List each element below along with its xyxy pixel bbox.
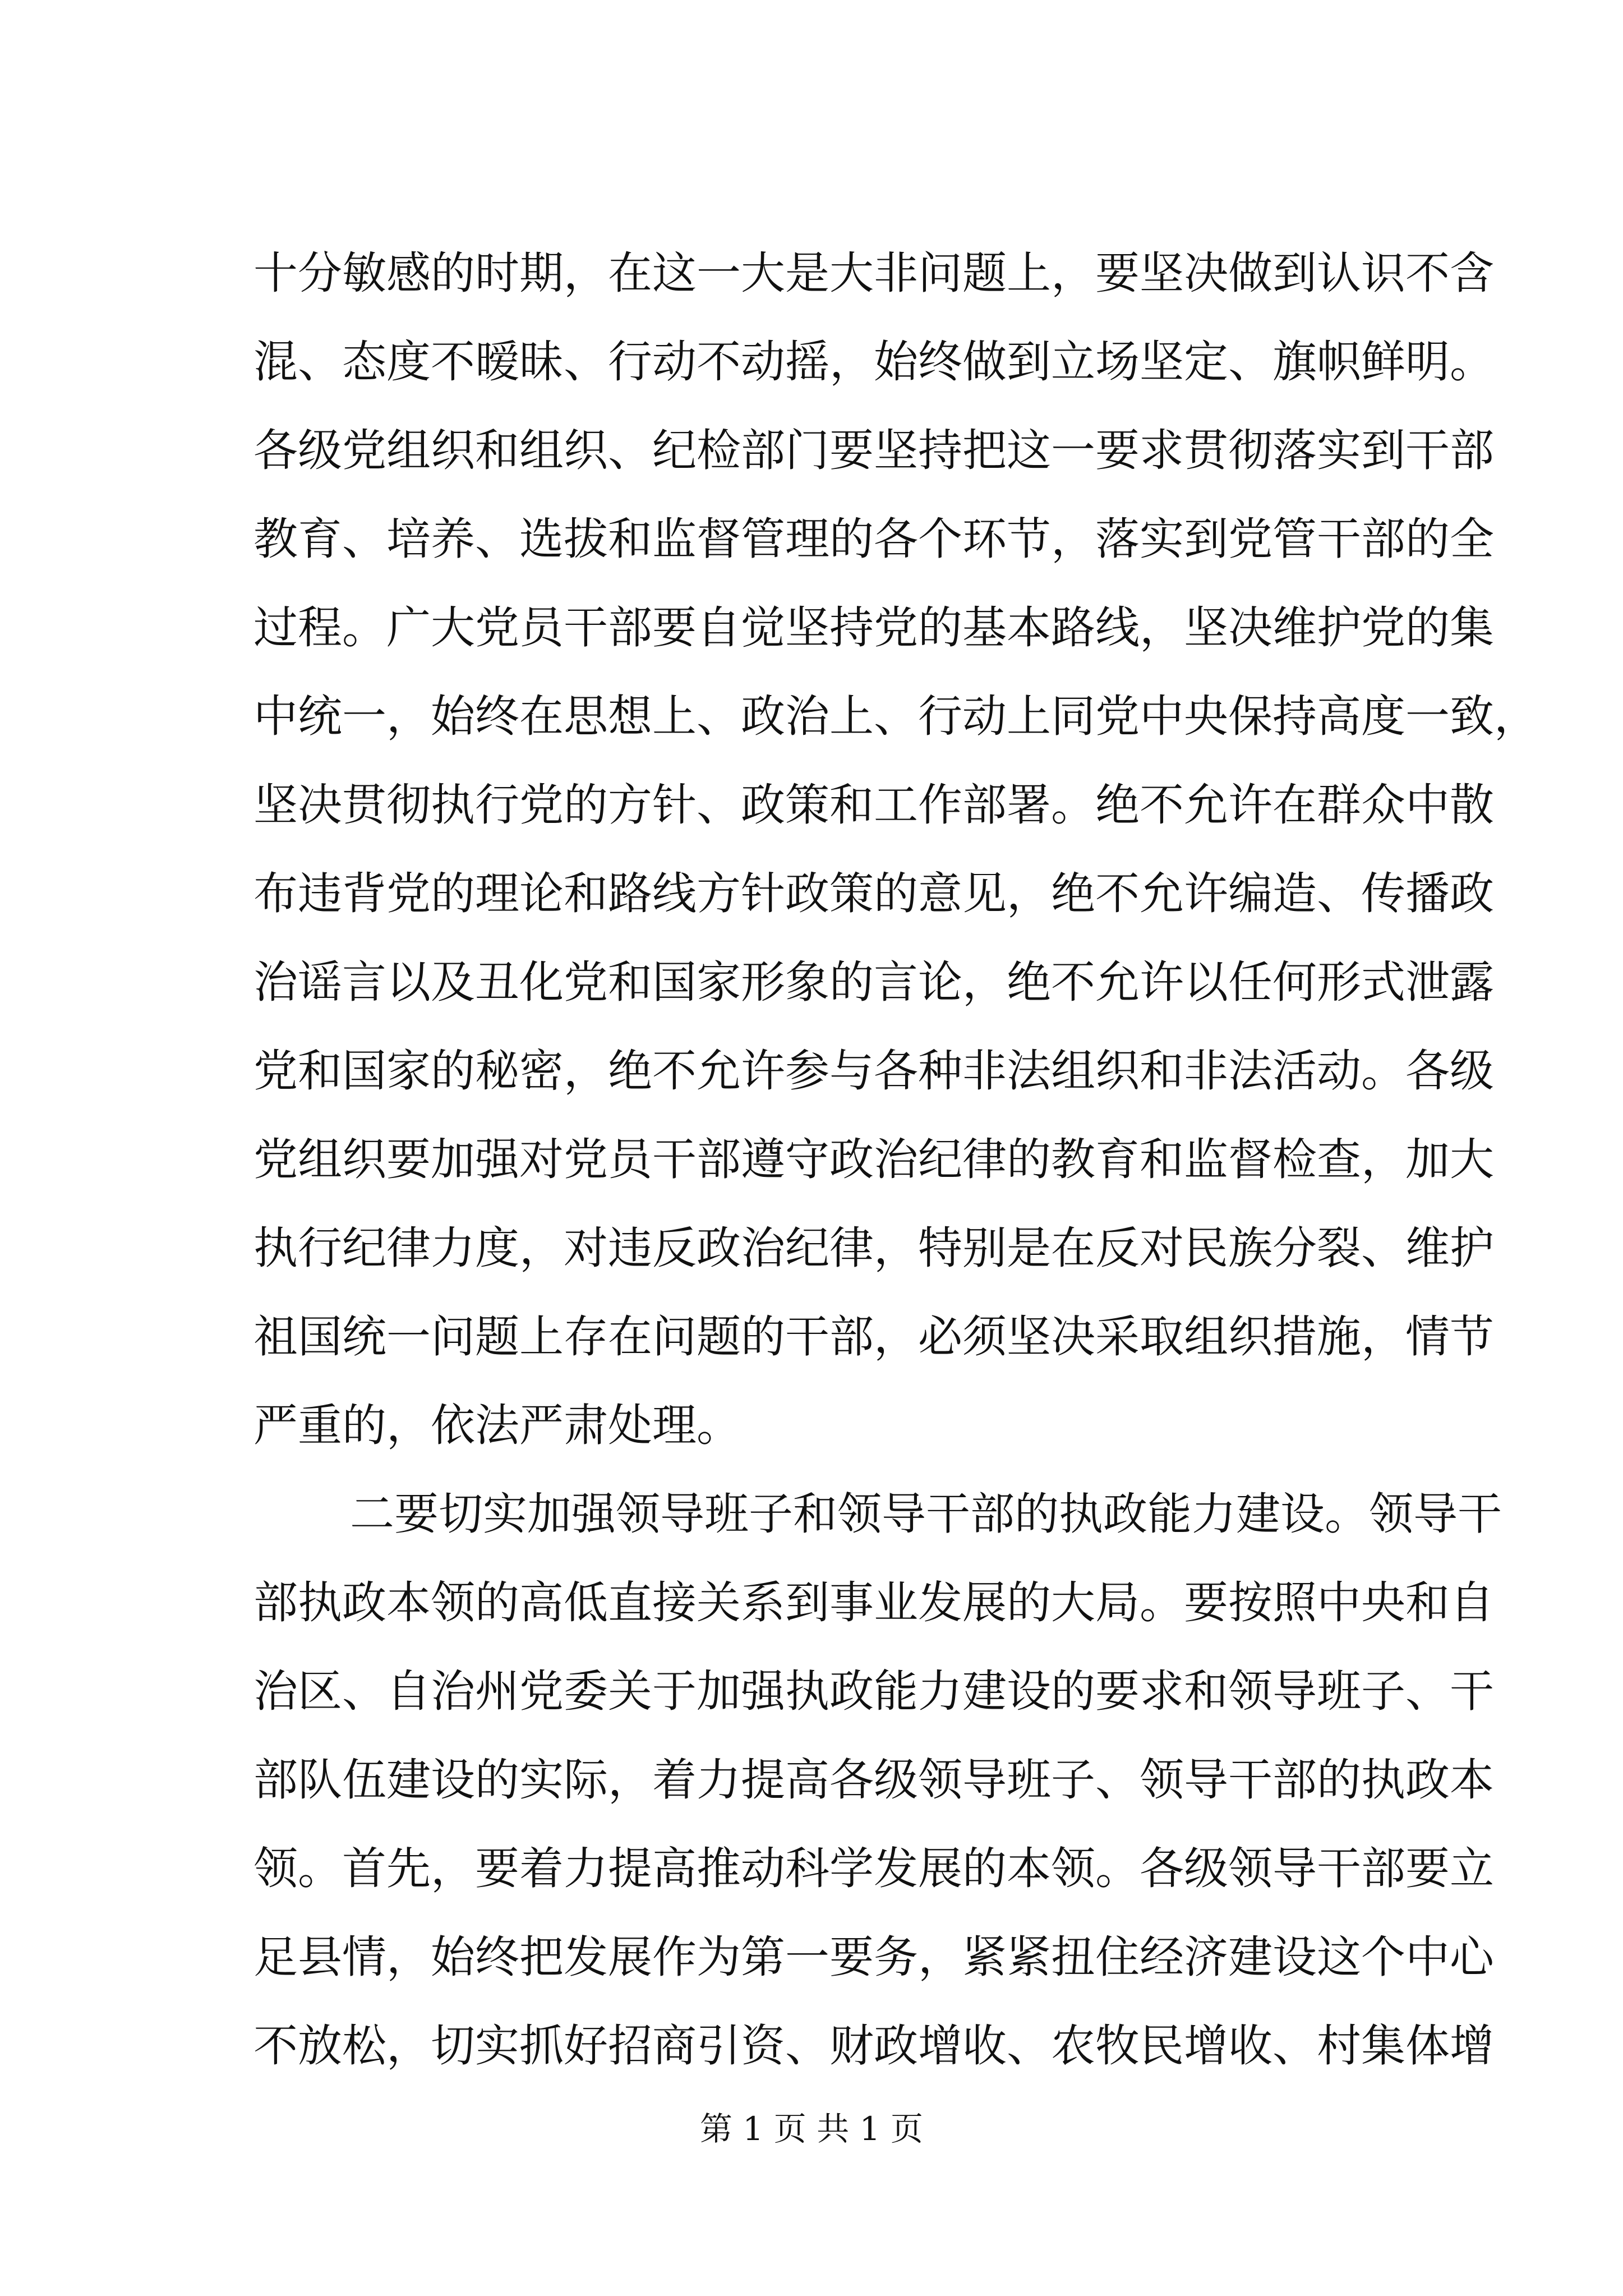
text-line: 中统一，始终在思想上、政治上、行动上同党中央保持高度一致， (253, 691, 1538, 742)
text-line: 十分敏感的时期，在这一大是大非问题上，要坚决做到认识不含 (253, 247, 1494, 299)
text-line: 党和国家的秘密，绝不允许参与各种非法组织和非法活动。各级 (253, 1045, 1494, 1097)
text-line: 严重的，依法严肃处理。 (253, 1400, 741, 1451)
text-line: 领。首先，要着力提高推动科学发展的本领。各级领导干部要立 (253, 1843, 1494, 1894)
text-line: 坚决贯彻执行党的方针、政策和工作部署。绝不允许在群众中散 (253, 779, 1494, 831)
text-line: 治区、自治州党委关于加强执政能力建设的要求和领导班子、干 (253, 1665, 1494, 1717)
text-line: 足县情，始终把发展作为第一要务，紧紧扭住经济建设这个中心 (253, 1931, 1494, 1983)
text-line: 执行纪律力度，对违反政治纪律，特别是在反对民族分裂、维护 (253, 1222, 1494, 1274)
text-line: 各级党组织和组织、纪检部门要坚持把这一要求贯彻落实到干部 (253, 425, 1494, 476)
text-line: 部队伍建设的实际，着力提高各级领导班子、领导干部的执政本 (253, 1754, 1494, 1806)
text-line: 部执政本领的高低直接关系到事业发展的大局。要按照中央和自 (253, 1577, 1494, 1628)
text-line: 党组织要加强对党员干部遵守政治纪律的教育和监督检查，加大 (253, 1134, 1494, 1185)
text-line: 教育、培养、选拔和监督管理的各个环节，落实到党管干部的全 (253, 513, 1494, 565)
page-number-footer: 第 1 页 共 1 页 (700, 2110, 923, 2148)
text-line: 布违背党的理论和路线方针政策的意见，绝不允许编造、传播政 (253, 868, 1494, 919)
body-text (253, 0, 1538, 2072)
text-line: 祖国统一问题上存在问题的干部，必须坚决采取组织措施，情节 (253, 1311, 1494, 1363)
text-line: 过程。广大党员干部要自觉坚持党的基本路线，坚决维护党的集 (253, 602, 1494, 654)
text-line: 混、态度不暧昧、行动不动摇，始终做到立场坚定、旗帜鲜明。 (253, 336, 1494, 388)
paragraph-first-line: 二要切实加强领导班子和领导干部的执政能力建设。领导干 (350, 1488, 1502, 1540)
text-line: 不放松，切实抓好招商引资、财政增收、农牧民增收、村集体增 (253, 2020, 1494, 2072)
text-line: 治谣言以及丑化党和国家形象的言论，绝不允许以任何形式泄露 (253, 956, 1494, 1008)
